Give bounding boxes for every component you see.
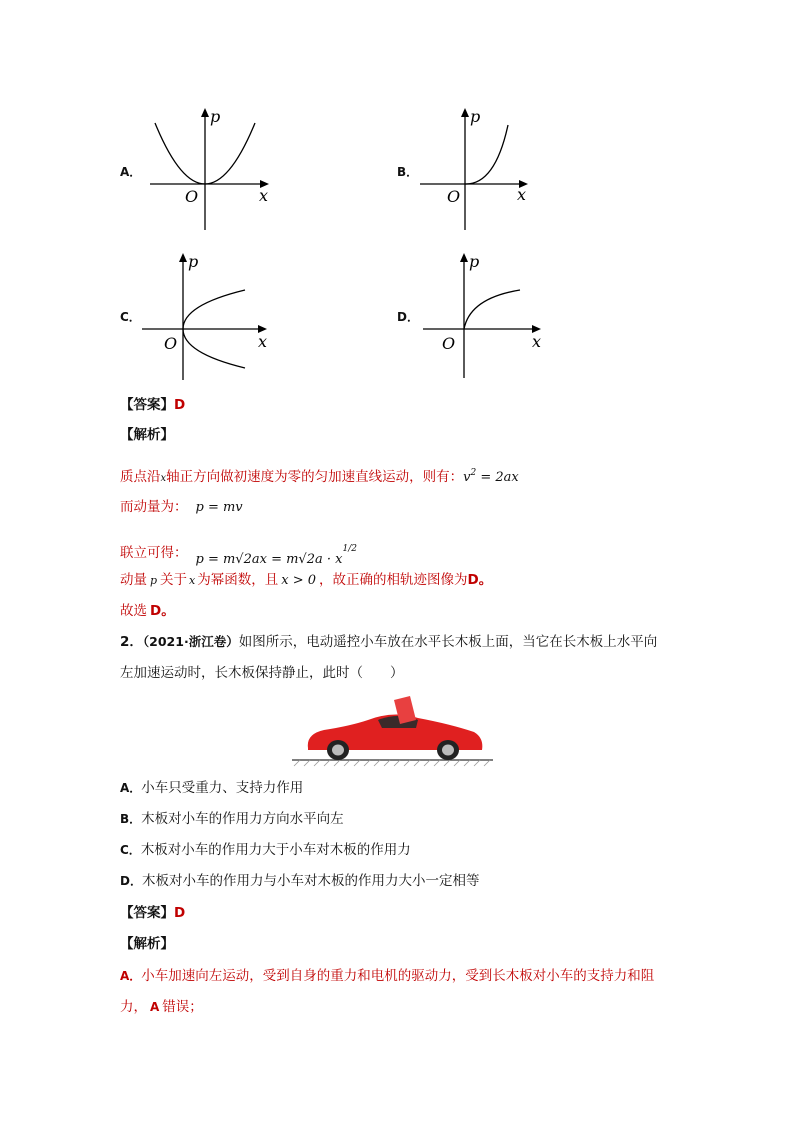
q2-answer: 【答案】D [120, 905, 186, 921]
graph-b-x-label: x [517, 185, 527, 204]
graph-d-origin: O [442, 334, 456, 353]
q1-answer [120, 395, 185, 415]
choice-a: A．小车只受重力、支持力作用 [120, 780, 304, 796]
choice-d: D．木板对小车的作用力与小车对木板的作用力大小一定相等 [120, 873, 480, 889]
q2-stem-line1: 2．（2021·浙江卷）如图所示，电动遥控小车放在水平长木板上面，当它在长木板上水平向 [120, 634, 658, 650]
graph-b-origin: O [447, 187, 461, 206]
graph-c-x-label: x [258, 332, 268, 351]
graph-a-x-label: x [259, 186, 269, 205]
graph-b-curve [465, 125, 508, 184]
graph-d [420, 250, 555, 380]
graph-c [138, 250, 278, 380]
car-rim-rear [442, 745, 454, 756]
graph-b-y-arrow [461, 108, 469, 117]
answer-label: 【答案】 [120, 397, 174, 413]
choice-c: C．木板对小车的作用力大于小车对木板的作用力 [120, 842, 411, 858]
graph-d-y-label: p [469, 252, 480, 271]
graph-a-y-arrow [201, 108, 209, 117]
option-c-label: C． [120, 310, 141, 324]
graph-d-x-label: x [532, 332, 542, 351]
graph-d-curve [464, 290, 520, 329]
q2-analysis-line2: 力， A 错误； [120, 999, 203, 1015]
q1-analysis-line5: 故选 D。 [120, 603, 175, 619]
q1-analysis-line4: 动量 p 关于 x 为幂函数，且 x > 0 ，故正确的相轨迹图像为D。 [120, 572, 493, 588]
q1-analysis-label: 【解析】 [120, 427, 174, 443]
q2-stem-line2: 左加速运动时，长木板保持静止，此时（ ） [120, 665, 404, 681]
graph-b-y-label: p [470, 107, 481, 126]
graph-c-y-label: p [188, 252, 199, 271]
ground-hatching [294, 760, 490, 766]
graph-c-origin: O [164, 334, 178, 353]
graph-d-y-arrow [460, 253, 468, 262]
option-b-label: B． [397, 165, 419, 179]
graph-b [415, 105, 545, 230]
option-a-label: A． [120, 165, 142, 179]
graph-a-y-label: p [210, 107, 221, 126]
choice-b: B．木板对小车的作用力方向水平向左 [120, 811, 344, 827]
graph-c-y-arrow [179, 253, 187, 262]
q2-analysis-label: 【解析】 [120, 936, 174, 952]
answer-value: D [174, 397, 186, 413]
car-figure [290, 690, 495, 770]
option-d-label: D． [397, 310, 419, 324]
graph-a-origin: O [185, 187, 199, 206]
q1-analysis-line1: 质点沿x轴正方向做初速度为零的匀加速直线运动，则有：$v^2 = 2ax$ [120, 468, 519, 485]
graph-a [145, 105, 275, 230]
car-rim-front [332, 745, 344, 756]
q2-analysis-line1: A．小车加速向左运动，受到自身的重力和电机的驱动力，受到长木板对小车的支持力和阻 [120, 968, 655, 984]
q1-analysis-line2: 而动量为： p = mv [120, 499, 243, 515]
q1-analysis-line3: 联立可得： $p = m√2ax = m√2a \cdot x^{1/2}$ [120, 544, 357, 567]
